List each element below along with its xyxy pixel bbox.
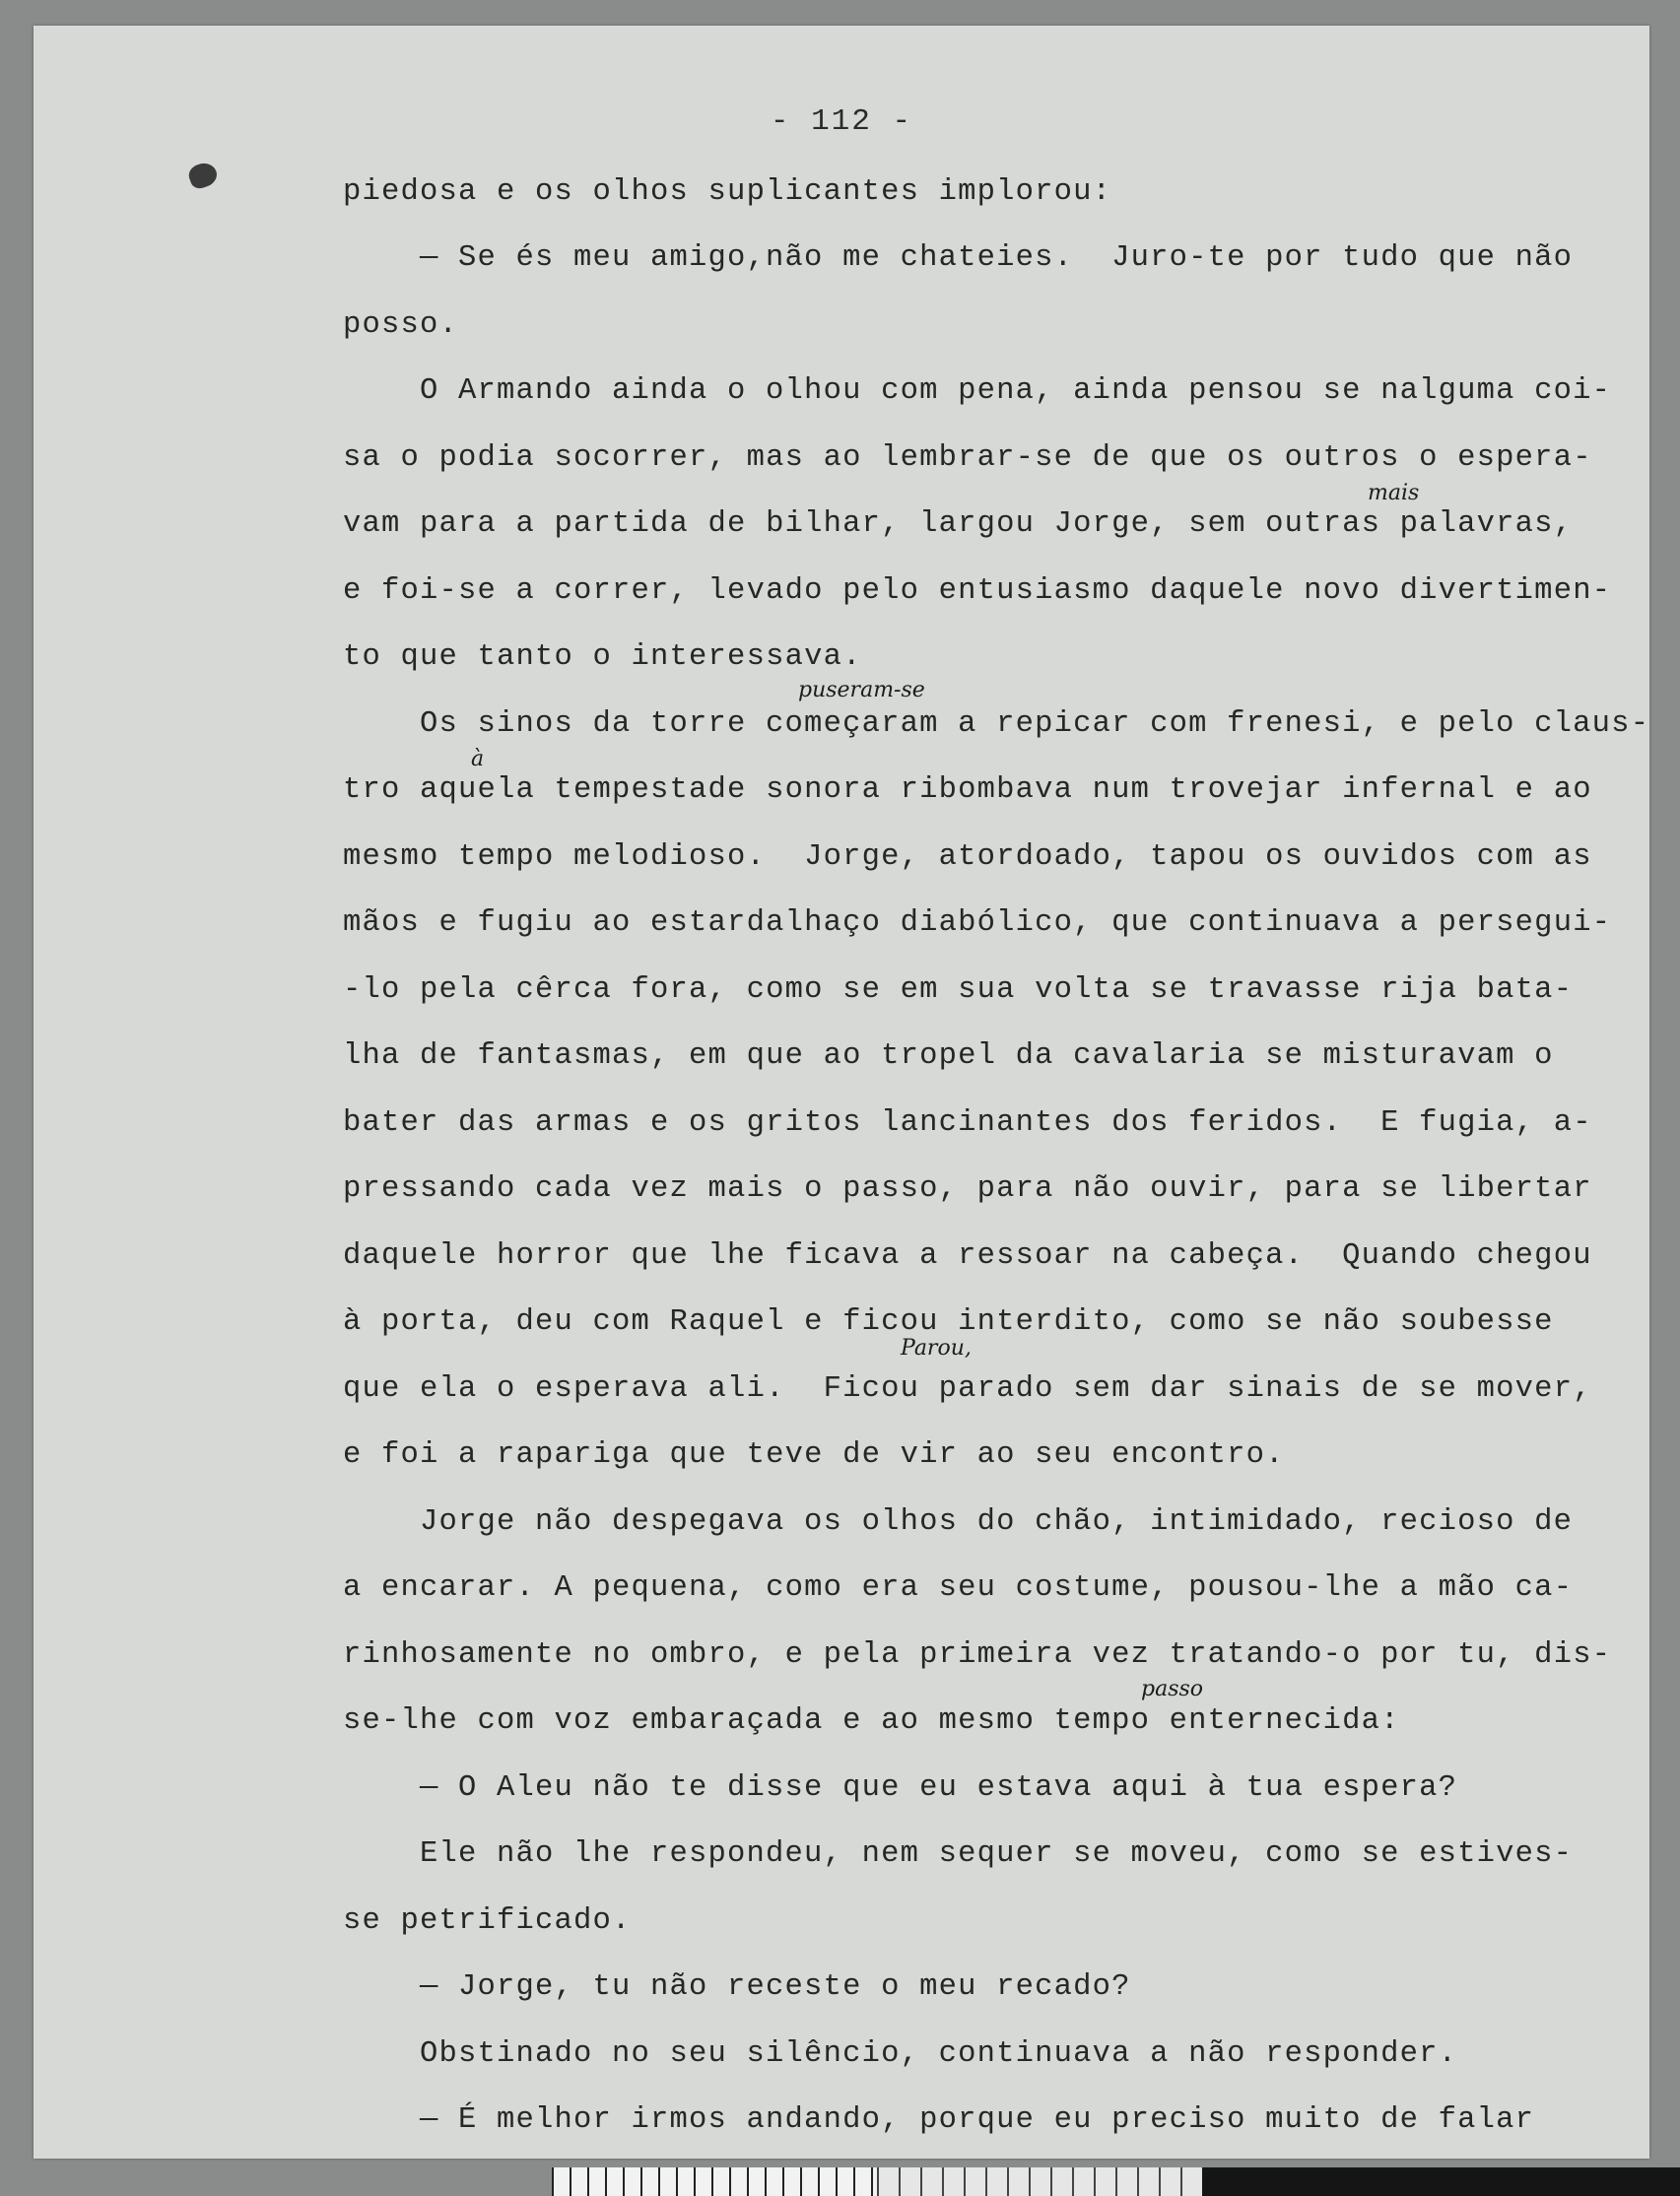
text-line: tro aquela tempestade sonora ribombava num trovejar infernal e ao	[343, 773, 1592, 807]
scale-ruler-segment	[877, 2167, 1202, 2196]
text-line: sa o podia socorrer, mas ao lembrar-se de que os outros o espera-	[343, 441, 1592, 475]
text-line: mesmo tempo melodioso. Jorge, atordoado, tapou os ouvidos com as	[343, 840, 1592, 874]
text-line: que ela o esperava ali. Ficou parado sem dar sinais de se mover,	[343, 1372, 1592, 1406]
document-page	[34, 26, 1649, 2159]
text-line: -lo pela cêrca fora, como se em sua volta se travasse rija bata-	[343, 973, 1574, 1007]
text-line: a encarar. A pequena, como era seu costume, pousou-lhe a mão ca-	[343, 1571, 1574, 1605]
text-line: — O Aleu não te disse que eu estava aqui à tua espera?	[420, 1771, 1458, 1805]
handwritten-insertion: mais	[1368, 481, 1420, 505]
punch-hole	[186, 160, 221, 191]
text-line: lha de fantasmas, em que ao tropel da cavalaria se misturavam o	[343, 1039, 1554, 1073]
text-line: Os sinos da torre começaram a repicar com frenesi, e pelo claus-	[420, 707, 1650, 741]
text-line: vam para a partida de bilhar, largou Jorge, sem outras palavras,	[343, 507, 1574, 541]
text-line: daquele horror que lhe ficava a ressoar na cabeça. Quando chegou	[343, 1239, 1592, 1273]
handwritten-insertion: passo	[1141, 1677, 1204, 1701]
text-line: bater das armas e os gritos lancinantes dos feridos. E fugia, a-	[343, 1106, 1592, 1140]
text-line: — Jorge, tu não receste o meu recado?	[420, 1970, 1131, 2004]
page-number: - 112 -	[770, 104, 913, 139]
text-line: e foi a rapariga que teve de vir ao seu encontro.	[343, 1438, 1285, 1472]
text-line: rinhosamente no ombro, e pela primeira vez tratando-o por tu, dis-	[343, 1638, 1612, 1672]
color-calibration-bar	[1202, 2167, 1680, 2196]
text-line: Ele não lhe respondeu, nem sequer se moveu, como se estives-	[420, 1837, 1574, 1871]
text-line: posso.	[343, 308, 459, 342]
text-line: à porta, deu com Raquel e ficou interdito, como se não soubesse	[343, 1305, 1554, 1339]
text-line: to que tanto o interessava.	[343, 640, 862, 674]
text-line: se-lhe com voz embaraçada e ao mesmo tempo enternecida:	[343, 1704, 1400, 1738]
text-line: pressando cada vez mais o passo, para não ouvir, para se libertar	[343, 1172, 1592, 1206]
text-line: se petrificado.	[343, 1904, 632, 1938]
text-line: Jorge não despegava os olhos do chão, intimidado, recioso de	[420, 1505, 1574, 1539]
handwritten-insertion: puseram-se	[798, 678, 925, 702]
text-line: mãos e fugiu ao estardalhaço diabólico, que continuava a persegui-	[343, 906, 1612, 940]
handwritten-insertion: à	[471, 747, 485, 771]
handwritten-insertion: Parou,	[901, 1336, 972, 1361]
text-line: e foi-se a correr, levado pelo entusiasmo daquele novo divertimen-	[343, 574, 1612, 608]
text-line: Obstinado no seu silêncio, continuava a não responder.	[420, 2037, 1458, 2071]
text-line: piedosa e os olhos suplicantes implorou:	[343, 175, 1112, 209]
text-line: — Se és meu amigo,não me chateies. Juro-te por tudo que não	[420, 241, 1574, 275]
text-line: — É melhor irmos andando, porque eu preciso muito de falar	[420, 2103, 1535, 2137]
text-line: O Armando ainda o olhou com pena, ainda pensou se nalguma coi-	[420, 374, 1612, 408]
